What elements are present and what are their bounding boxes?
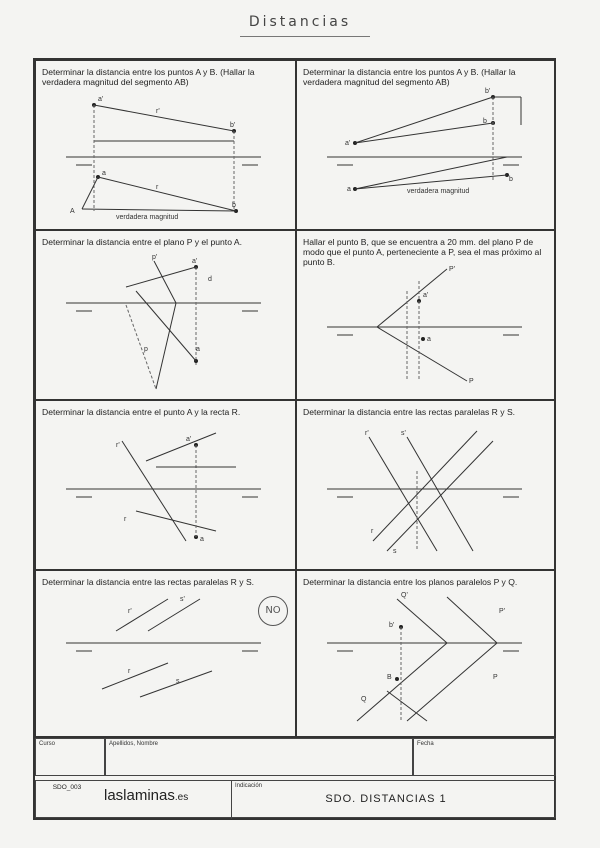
- svg-text:s': s': [180, 596, 185, 603]
- svg-text:p: p: [144, 346, 148, 353]
- svg-text:Q: Q: [361, 696, 367, 703]
- exercise-8-statement: Determinar la distancia entre los planos paralelos P y Q.: [303, 577, 518, 587]
- svg-text:a': a': [192, 258, 198, 265]
- exercise-5-statement: Determinar la distancia entre el punto A y la recta R.: [42, 407, 241, 417]
- exercise-2: [296, 60, 556, 230]
- indication-label: Indicación: [235, 783, 263, 789]
- svg-text:a': a': [186, 436, 192, 443]
- svg-text:B: B: [387, 674, 392, 681]
- svg-text:a: a: [347, 186, 351, 193]
- svg-text:b: b: [509, 176, 513, 183]
- bottom-strip: [35, 780, 556, 818]
- name-label: Apellidos, Nombre: [109, 741, 159, 747]
- exercise-7-drawing: [36, 571, 296, 738]
- exercise-7: [35, 570, 296, 738]
- exercise-6-statement: Determinar la distancia entre las rectas paralelas R y S.: [303, 407, 516, 417]
- exercise-6: [296, 400, 556, 570]
- svg-text:P: P: [493, 674, 498, 681]
- exercise-4: [296, 230, 556, 400]
- sheet-code: SDO_003: [52, 784, 82, 791]
- true-magnitude-note-2: verdadera magnitud: [407, 188, 470, 195]
- exercise-sheet: [33, 58, 556, 738]
- title-block: [33, 738, 556, 820]
- date-label: Fecha: [417, 741, 434, 747]
- svg-text:P': P': [449, 266, 456, 273]
- exercise-8-drawing: [297, 571, 556, 738]
- exercise-7-statement: Determinar la distancia entre las rectas paralelas R y S.: [42, 577, 255, 587]
- exercise-3-drawing: [36, 231, 296, 400]
- brand-name: laslaminas: [104, 787, 175, 804]
- svg-text:r': r': [156, 108, 160, 115]
- svg-text:a': a': [345, 140, 351, 147]
- svg-text:A: A: [70, 208, 75, 215]
- exercise-3: [35, 230, 296, 400]
- svg-text:r: r: [156, 184, 159, 191]
- svg-text:r': r': [116, 442, 120, 449]
- svg-text:b: b: [232, 202, 236, 209]
- svg-text:r': r': [365, 430, 369, 437]
- page-title: Distancias: [248, 14, 352, 30]
- exercise-5-drawing: [36, 401, 296, 570]
- svg-text:Q': Q': [401, 592, 408, 599]
- svg-text:a: a: [200, 536, 204, 543]
- exercise-5: [35, 400, 296, 570]
- title-underline: [240, 36, 370, 37]
- name-field[interactable]: [105, 738, 413, 776]
- svg-text:p': p': [152, 254, 158, 261]
- true-magnitude-note-1: verdadera magnitud: [116, 214, 179, 221]
- exercise-8: [296, 570, 556, 738]
- svg-text:b': b': [485, 88, 491, 95]
- exercise-1: [35, 60, 296, 230]
- exercise-3-statement: Determinar la distancia entre el plano P y el punto A.: [42, 237, 243, 247]
- exercise-1-drawing: [36, 61, 296, 230]
- svg-text:r': r': [128, 608, 132, 615]
- exercise-4-drawing: [297, 231, 556, 400]
- svg-text:d: d: [208, 276, 212, 283]
- svg-text:a: a: [102, 170, 106, 177]
- exercise-6-drawing: [297, 401, 556, 570]
- course-label: Curso: [39, 741, 56, 747]
- svg-text:s': s': [401, 430, 406, 437]
- svg-text:a': a': [98, 96, 104, 103]
- date-field[interactable]: [413, 738, 556, 776]
- no-mark-stamp: NO: [258, 596, 288, 626]
- exercise-1-statement: Determinar la distancia entre los puntos A y B. (Hallar la verdadera magnitud del segmento AB): [42, 67, 255, 87]
- svg-text:P': P': [499, 608, 506, 615]
- brand-logo: [104, 787, 188, 804]
- svg-text:r: r: [124, 516, 127, 523]
- svg-text:a: a: [196, 346, 200, 353]
- svg-text:a: a: [427, 336, 431, 343]
- svg-text:r: r: [371, 528, 374, 535]
- svg-text:P: P: [469, 378, 474, 385]
- sheet-title: SDO. DISTANCIAS 1: [325, 793, 447, 805]
- exercise-2-statement: Determinar la distancia entre los puntos A y B. (Hallar la verdadera magnitud del segmento AB): [303, 67, 516, 87]
- svg-text:b': b': [230, 122, 236, 129]
- svg-text:a': a': [423, 292, 429, 299]
- exercise-2-drawing: [297, 61, 556, 230]
- svg-text:s: s: [393, 548, 397, 555]
- course-field[interactable]: [35, 738, 105, 776]
- exercise-4-statement: Hallar el punto B, que se encuentra a 20 mm. del plano P de modo que el punto A, perteneciente a P, sea el mas próximo al punto B.: [303, 237, 542, 267]
- svg-text:r: r: [128, 668, 131, 675]
- svg-text:b: b: [483, 118, 487, 125]
- svg-text:s: s: [176, 678, 180, 685]
- brand-tld: .es: [174, 792, 189, 803]
- svg-text:b': b': [389, 622, 395, 629]
